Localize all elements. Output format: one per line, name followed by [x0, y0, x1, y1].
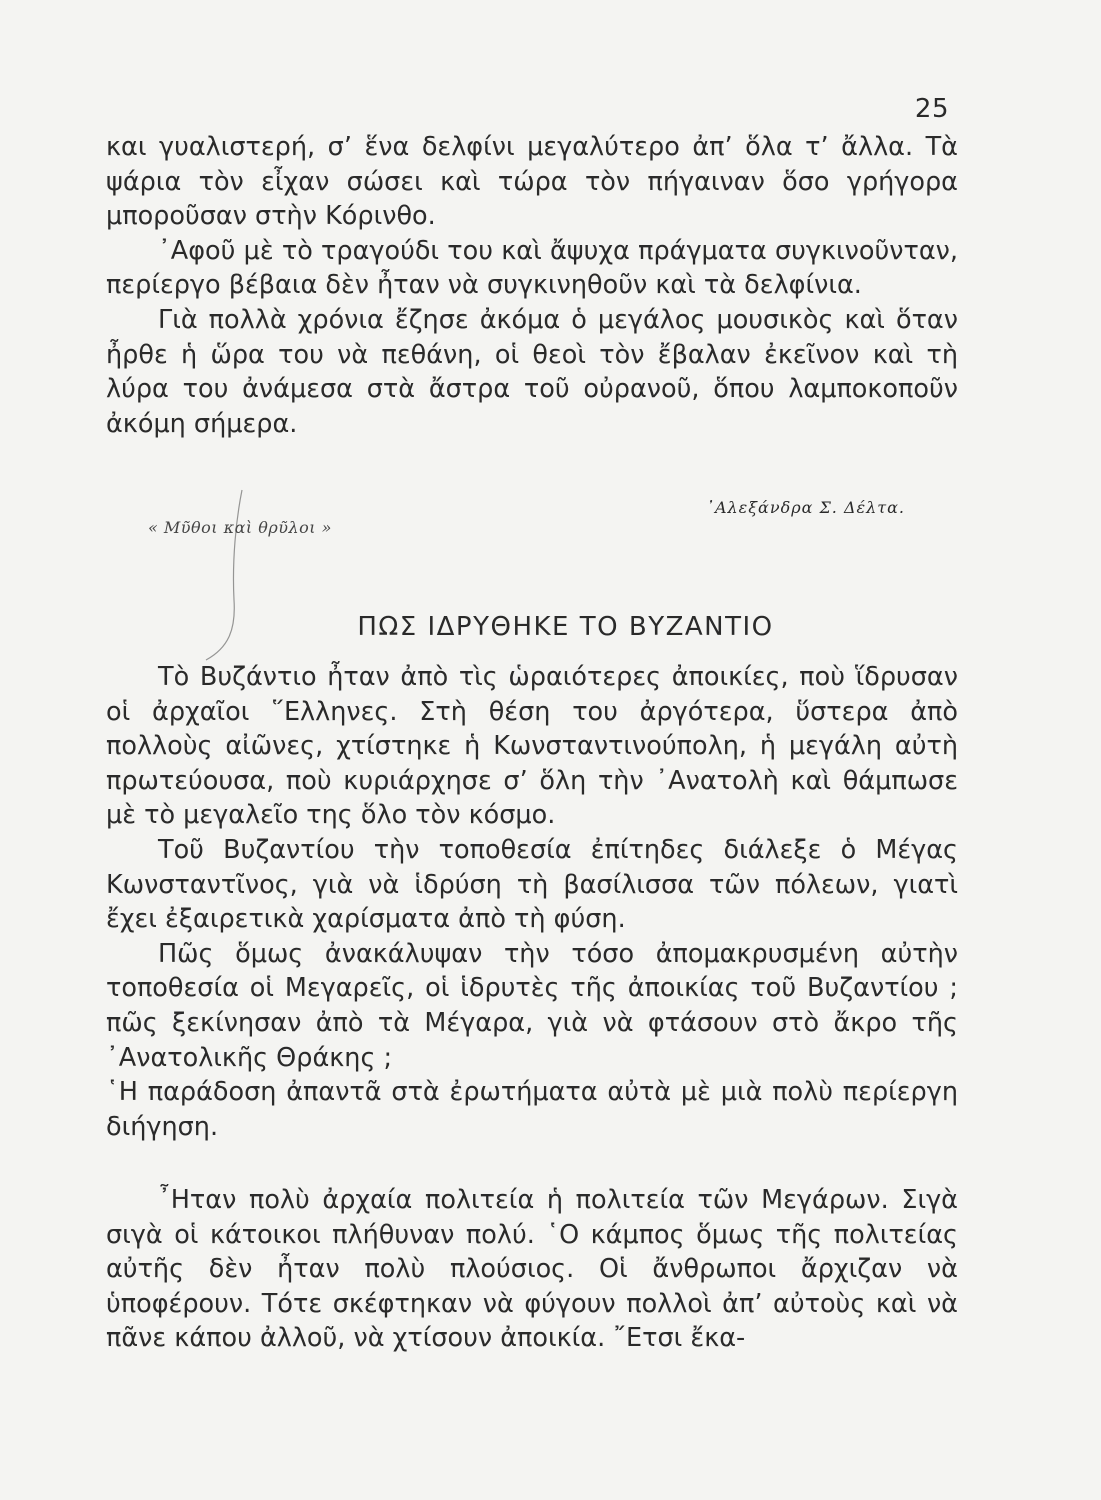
story2-paragraph: Τὸ Βυζάντιο ἦταν ἀπὸ τὶς ὡραιότερες ἀποικίες, ποὺ ἵδρυσαν οἱ ἀρχαῖοι ῞Ελληνες. Στὴ θέση του ἀργότερα, ὕστερα ἀπὸ πολλοὺς αἰῶνες, χτίστηκε ἡ Κωνσταντινούπολη, ἡ μεγάλη αὐτὴ πρωτεύουσα, ποὺ κυριάρχησε σ’ ὅλη τὴν ᾿Ανατολὴ καὶ θάμπωσε μὲ τὸ μεγαλεῖο της ὅλο τὸν κόσμο. [106, 662, 958, 831]
story2-paragraph: ῾Η παράδοση ἀπαντᾶ στὰ ἐρωτήματα αὐτὰ μὲ μιὰ πολὺ περίεργη διήγηση. [106, 1077, 958, 1142]
page-number: 25 [914, 94, 949, 124]
story2-text-continued [106, 1183, 958, 1356]
story2-paragraph: Πῶς ὅμως ἀνακάλυψαν τὴν τόσο ἀπομακρυσμένη αὐτὴν τοποθεσία οἱ Μεγαρεῖς, οἱ ἱδρυτὲς τῆς ἀποικίας τοῦ Βυζαντίου ; πῶς ξεκίνησαν ἀπὸ τὰ Μέγαρα, γιὰ νὰ φτάσουν στὸ ἄκρο τῆς ᾿Ανατολικῆς Θράκης ; [106, 938, 958, 1073]
story1-text [106, 130, 958, 441]
story1-paragraph: ᾿Αφοῦ μὲ τὸ τραγούδι του καὶ ἄψυχα πράγματα συγκινοῦνταν, περίεργο βέβαια δὲν ἦταν νὰ συγκινηθοῦν καὶ τὰ δελφίνια. [106, 235, 958, 301]
story1-paragraph: Γιὰ πολλὰ χρόνια ἔζησε ἀκόμα ὁ μεγάλος μουσικὸς καὶ ὅταν ἦρθε ἡ ὥρα του νὰ πεθάνη, οἱ θεοὶ τὸν ἔβαλαν ἐκεῖνον καὶ τὴ λύρα του ἀνάμεσα στὰ ἄστρα τοῦ οὐρανοῦ, ὅπου λαμποκοποῦν ἀκόμη σήμερα. [106, 304, 958, 439]
story2-paragraph: Τοῦ Βυζαντίου τὴν τοποθεσία ἐπίτηδες διάλεξε ὁ Μέγας Κωνσταντῖνος, γιὰ νὰ ἱδρύση τὴ βασίλισσα τῶν πόλεων, γιατὶ ἔχει ἐξαιρετικὰ χαρίσματα ἀπὸ τὴ φύση. [106, 834, 958, 935]
story2-paragraph: ῏Ηταν πολὺ ἀρχαία πολιτεία ἡ πολιτεία τῶν Μεγάρων. Σιγὰ σιγὰ οἱ κάτοικοι πλήθυναν πολύ. ῾Ο κάμπος ὅμως τῆς πολιτείας αὐτῆς δὲν ἦταν πολὺ πλούσιος. Οἱ ἄνθρωποι ἄρχιζαν νὰ ὑποφέρουν. Τότε σκέφτηκαν νὰ φύγουν πολλοὶ ἀπ’ αὐτοὺς καὶ νὰ πᾶνε κάπου ἀλλοῦ, νὰ χτίσουν ἀποικία. ῎Ετσι ἔκα- [106, 1185, 958, 1354]
section-title: ΠΩΣ ΙΔΡΥΘΗΚΕ ΤΟ ΒΥΖΑΝΤΙΟ [357, 612, 774, 642]
source-citation: « Μῦθοι καὶ θρῦλοι » [148, 518, 332, 537]
story2-text [106, 660, 958, 1144]
story1-paragraph: και γυαλιστερή, σ’ ἕνα δελφίνι μεγαλύτερο ἀπ’ ὅλα τ’ ἄλλα. Τὰ ψάρια τὸν εἶχαν σώσει καὶ τώρα τὸν πήγαιναν ὅσο γρήγορα μποροῦσαν στὴν Κόρινθο. [106, 132, 958, 232]
author-signature: ᾿Αλεξάνδρα Σ. Δέλτα. [705, 498, 905, 517]
